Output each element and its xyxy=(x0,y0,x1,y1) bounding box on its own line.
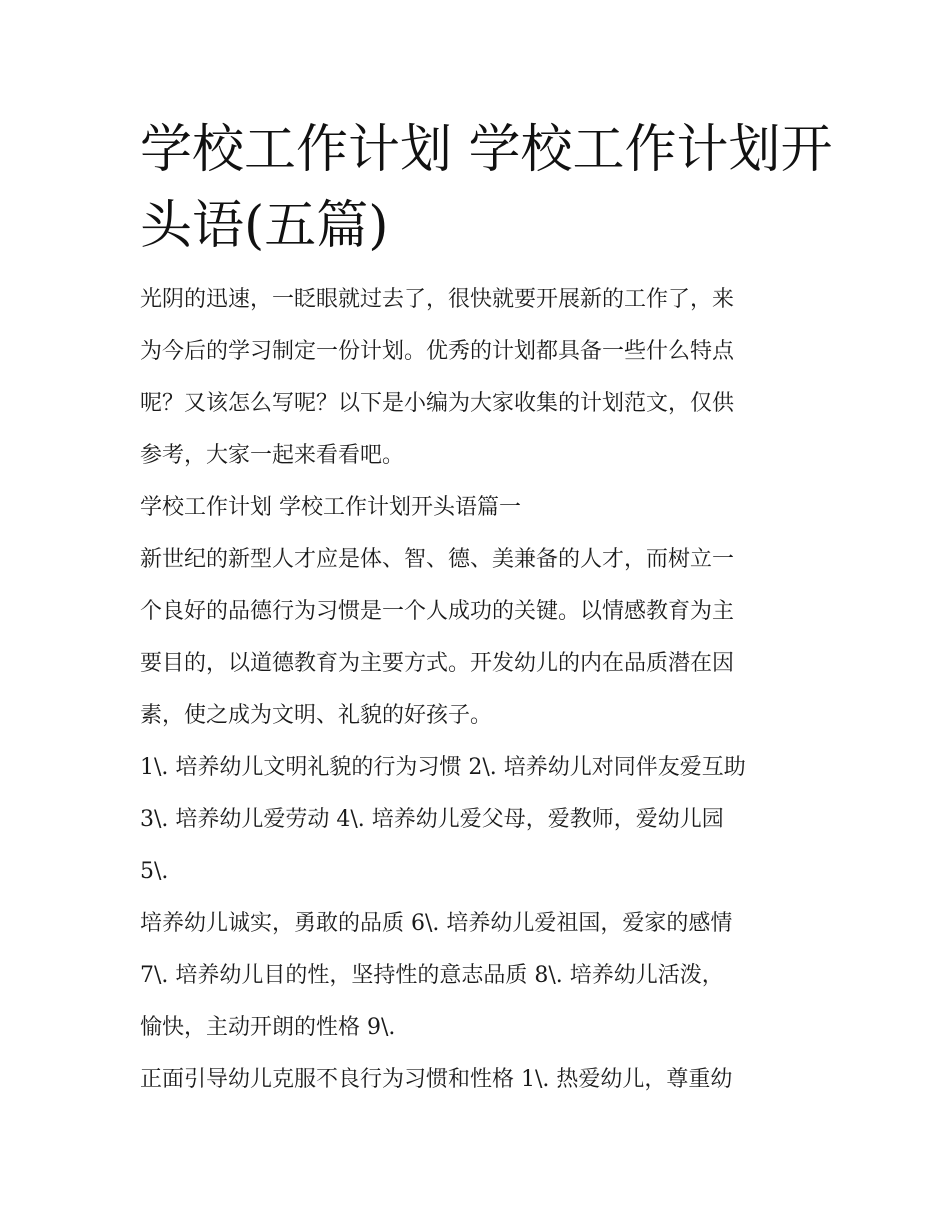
title-line: 学校工作计划 学校工作计划开 xyxy=(140,120,833,180)
text-line: 光阴的迅速，一眨眼就过去了，很快就要开展新的工作了，来 xyxy=(140,287,735,312)
text-line: 为今后的学习制定一份计划。优秀的计划都具备一些什么特点 xyxy=(140,339,735,364)
text-line: 学校工作计划 学校工作计划开头语篇一 xyxy=(140,495,521,520)
list-paragraph xyxy=(140,742,820,898)
body-paragraph xyxy=(140,1054,820,1106)
text-line: 5\. xyxy=(140,859,169,884)
document-content xyxy=(140,112,833,1106)
body-paragraph xyxy=(140,534,820,742)
text-line: 7\. 培养幼儿目的性，坚持性的意志品质 8\. 培养幼儿活泼， xyxy=(140,963,724,988)
intro-paragraph xyxy=(140,274,820,482)
document-body xyxy=(140,274,820,1106)
section-heading xyxy=(140,482,820,534)
text-line: 1\. 培养幼儿文明礼貌的行为习惯 2\. 培养幼儿对同伴友爱互助 xyxy=(140,755,746,780)
text-line: 愉快，主动开朗的性格 9\. xyxy=(140,1015,396,1040)
document-title xyxy=(140,112,833,264)
text-line: 3\. 培养幼儿爱劳动 4\. 培养幼儿爱父母，爱教师，爱幼儿园 xyxy=(140,807,724,832)
text-line: 培养幼儿诚实，勇敢的品质 6\. 培养幼儿爱祖国，爱家的感情 xyxy=(140,911,733,936)
text-line: 个良好的品德行为习惯是一个人成功的关键。以情感教育为主 xyxy=(140,599,735,624)
text-line: 正面引导幼儿克服不良行为习惯和性格 1\. 热爱幼儿，尊重幼 xyxy=(140,1067,733,1092)
text-line: 要目的，以道德教育为主要方式。开发幼儿的内在品质潜在因 xyxy=(140,651,735,676)
text-line: 呢？又该怎么写呢？以下是小编为大家收集的计划范文，仅供 xyxy=(140,391,735,416)
text-line: 新世纪的新型人才应是体、智、德、美兼备的人才，而树立一 xyxy=(140,547,735,572)
title-line: 头语(五篇) xyxy=(140,196,389,256)
list-paragraph xyxy=(140,898,820,1054)
text-line: 参考，大家一起来看看吧。 xyxy=(140,443,405,468)
text-line: 素，使之成为文明、礼貌的好孩子。 xyxy=(140,703,493,728)
